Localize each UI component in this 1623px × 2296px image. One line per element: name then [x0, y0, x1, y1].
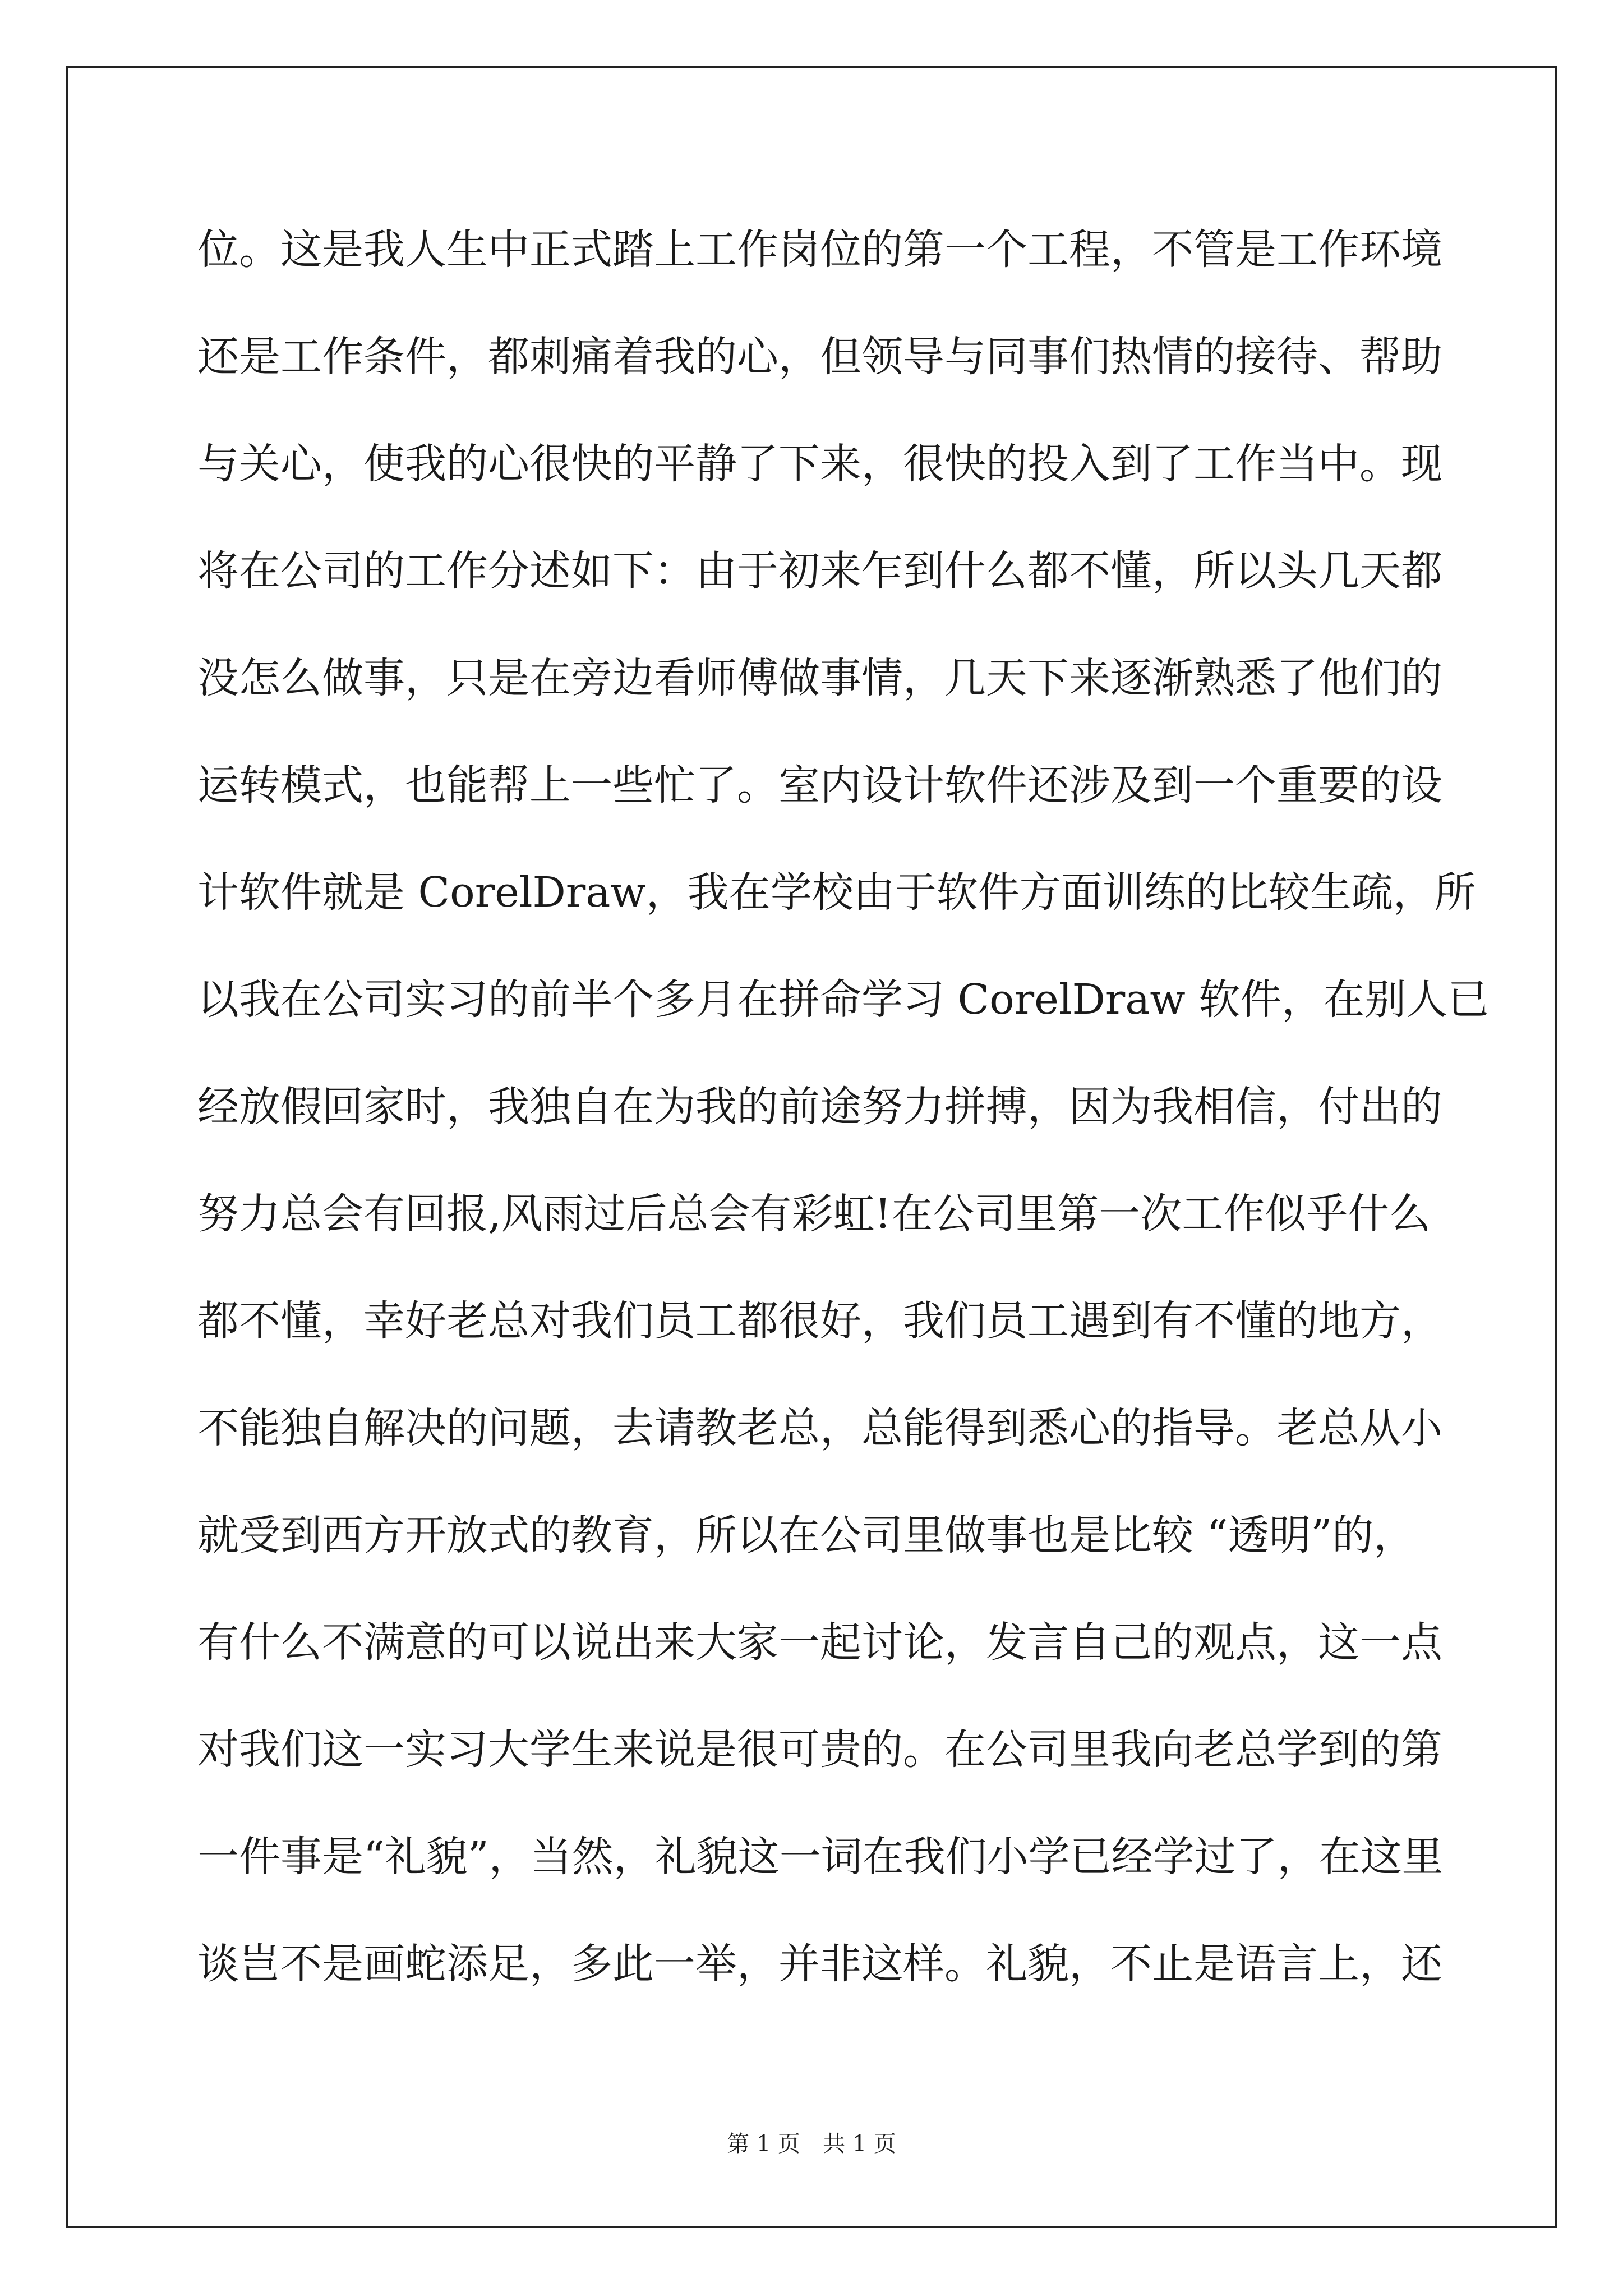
text-line: 计软件就是 CorelDraw，我在学校由于软件方面训练的比较生疏，所: [197, 868, 1476, 917]
text-line: 没怎么做事，只是在旁边看师傅做事情，几天下来逐渐熟悉了他们的: [197, 654, 1442, 702]
text-line: 对我们这一实习大学生来说是很可贵的。在公司里我向老总学到的第: [197, 1726, 1442, 1774]
text-line: 都不懂，幸好老总对我们员工都很好，我们员工遇到有不懂的地方，: [197, 1297, 1442, 1345]
text-line: 将在公司的工作分述如下：由于初来乍到什么都不懂，所以头几天都: [197, 547, 1442, 595]
page-number-footer: 第 1 页 共 1 页: [727, 2131, 896, 2157]
text-line: 一件事是“礼貌”，当然，礼貌这一词在我们小学已经学过了，在这里: [197, 1833, 1444, 1881]
text-line: 谈岂不是画蛇添足，多此一举，并非这样。礼貌，不止是语言上，还: [197, 1940, 1442, 1988]
text-line: 努力总会有回报,风雨过后总会有彩虹!在公司里第一次工作似乎什么: [197, 1190, 1431, 1238]
text-line: 以我在公司实习的前半个多月在拼命学习 CorelDraw 软件，在别人已: [197, 976, 1490, 1024]
text-line: 有什么不满意的可以说出来大家一起讨论，发言自己的观点，这一点: [197, 1618, 1442, 1667]
text-line: 经放假回家时，我独自在为我的前途努力拼搏，因为我相信，付出的: [197, 1083, 1442, 1131]
text-line: 就受到西方开放式的教育，所以在公司里做事也是比较 “透明”的，: [197, 1511, 1415, 1559]
document-body: [197, 222, 1490, 2043]
text-line: 位。这是我人生中正式踏上工作岗位的第一个工程，不管是工作环境: [197, 226, 1442, 274]
text-line: 不能独自解决的问题，去请教老总，总能得到悉心的指导。老总从小: [197, 1404, 1442, 1452]
text-line: 与关心，使我的心很快的平静了下来，很快的投入到了工作当中。现: [197, 440, 1442, 488]
text-line: 还是工作条件，都刺痛着我的心，但领导与同事们热情的接待、帮助: [197, 333, 1442, 381]
text-line: 运转模式，也能帮上一些忙了。室内设计软件还涉及到一个重要的设: [197, 761, 1442, 809]
